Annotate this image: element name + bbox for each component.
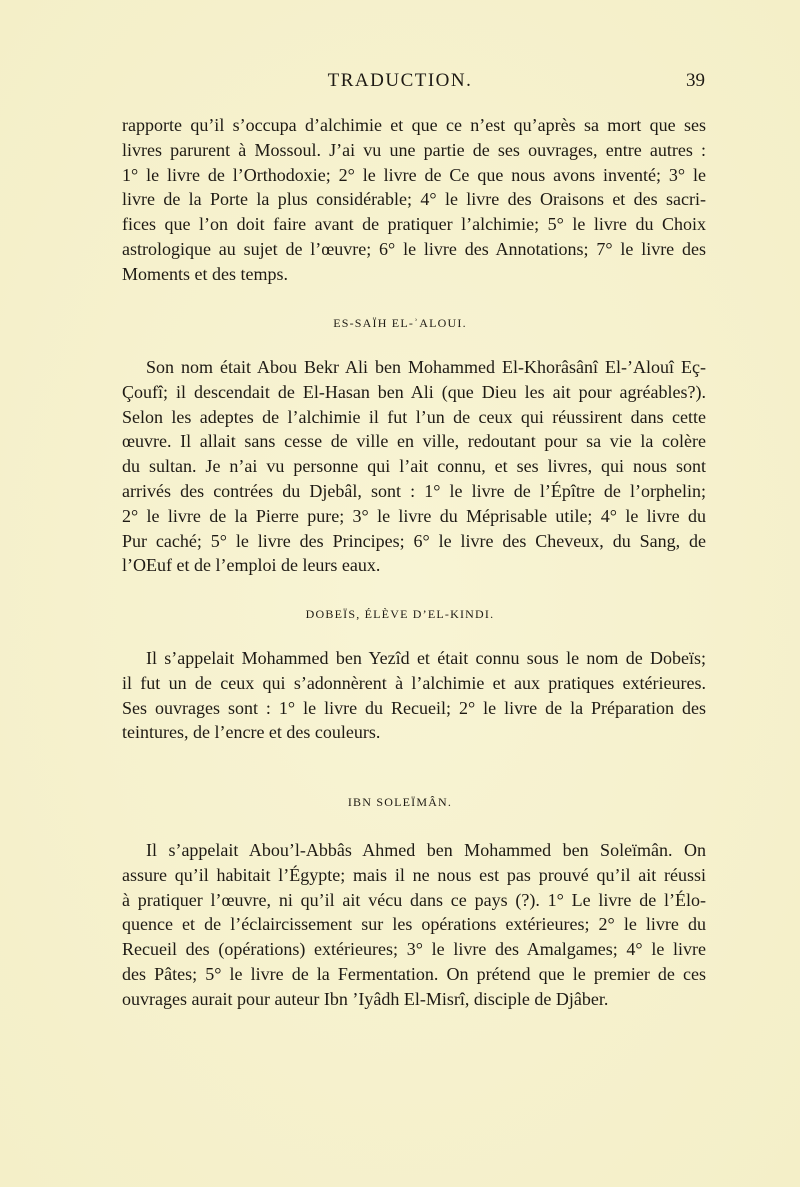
section-heading: ES-SAÏH EL-ʾALOUI. [333,316,467,330]
text-line: Selon les adeptes de l’alchimie il fut l’un de ceux qui réussirent dans cette [122,406,706,427]
text-line: Çoufî; il descendait de El-Hasan ben Ali (que Dieu les ait pour agréables?). [122,381,706,402]
text-line: Son nom était Abou Bekr Ali ben Mohammed El-Khorâsânî El-’Alouî Eç- [146,357,706,377]
text-line: des Pâtes; 5° le livre de la Fermentation. On prétend que le premier de ces [122,964,706,984]
text-line: il fut un de ceux qui s’adonnèrent à l’alchimie et aux pratiques extérieures. [122,672,706,693]
text-line: l’OEuf et de l’emploi de leurs eaux. [122,555,381,576]
text-line: 2° le livre de la Pierre pure; 3° le livre du Méprisable utile; 4° le livre du [122,505,706,526]
text-line: rapporte qu’il s’occupa d’alchimie et que ce n’est qu’après sa mort que ses [122,115,706,135]
text-line: 1° le livre de l’Orthodoxie; 2° le livre de Ce que nous avons inventé; 3° le [122,164,706,185]
page-number: 39 [686,70,705,91]
text-line: teintures, de l’encre et des couleurs. [122,722,381,743]
text-line: astrologique au sujet de l’œuvre; 6° le livre des Annotations; 7° le livre des [122,239,706,259]
running-title: TRADUCTION. [327,70,473,91]
text-line: livre de la Porte la plus considérable; 4° le livre des Oraisons et des sacri- [122,189,706,210]
text-line: Il s’appelait Abou’l-Abbâs Ahmed ben Mohammed ben Soleïmân. On [146,840,706,860]
text-line: livres parurent à Mossoul. J’ai vu une partie de ses ouvrages, entre autres : [122,139,706,160]
text-line: à pratiquer l’œuvre, ni qu’il ait vécu dans ce pays (?). 1° Le livre de l’Élo- [122,889,706,910]
text-line: Recueil des (opérations) extérieures; 3° le livre des Amalgames; 4° le livre [122,939,706,960]
text-line: Pur caché; 5° le livre des Principes; 6° le livre des Cheveux, du Sang, de [122,530,706,551]
text-line: assure qu’il habitait l’Égypte; mais il ne nous est pas prouvé qu’il ait réussi [122,864,706,885]
text-line: du sultan. Je n’ai vu personne qui l’ait connu, et ses livres, qui nous sont [122,456,706,477]
text-line: quence et de l’éclaircissement sur les opérations extérieures; 2° le livre du [122,914,706,935]
text-line: Moments et des temps. [122,263,288,284]
text-line: Ses ouvrages sont : 1° le livre du Recueil; 2° le livre de la Préparation des [122,697,706,718]
text-line: arrivés des contrées du Djebâl, sont : 1° le livre de l’Épître de l’orphelin; [122,481,706,501]
text-line: Il s’appelait Mohammed ben Yezîd et était connu sous le nom de Dobeïs; [146,648,706,668]
section-heading: DOBEÏS, ÉLÈVE D’EL-KINDI. [305,607,495,621]
text-line: fices que l’on doit faire avant de pratiquer l’alchimie; 5° le livre du Choix [122,214,706,235]
section-heading: IBN SOLEÏMÂN. [347,795,453,809]
text-line: ouvrages aurait pour auteur Ibn ’Iyâdh El-Misrî, disciple de Djâber. [122,988,609,1009]
text-line: œuvre. Il allait sans cesse de ville en ville, redoutant pour sa vie la colère [122,431,706,452]
